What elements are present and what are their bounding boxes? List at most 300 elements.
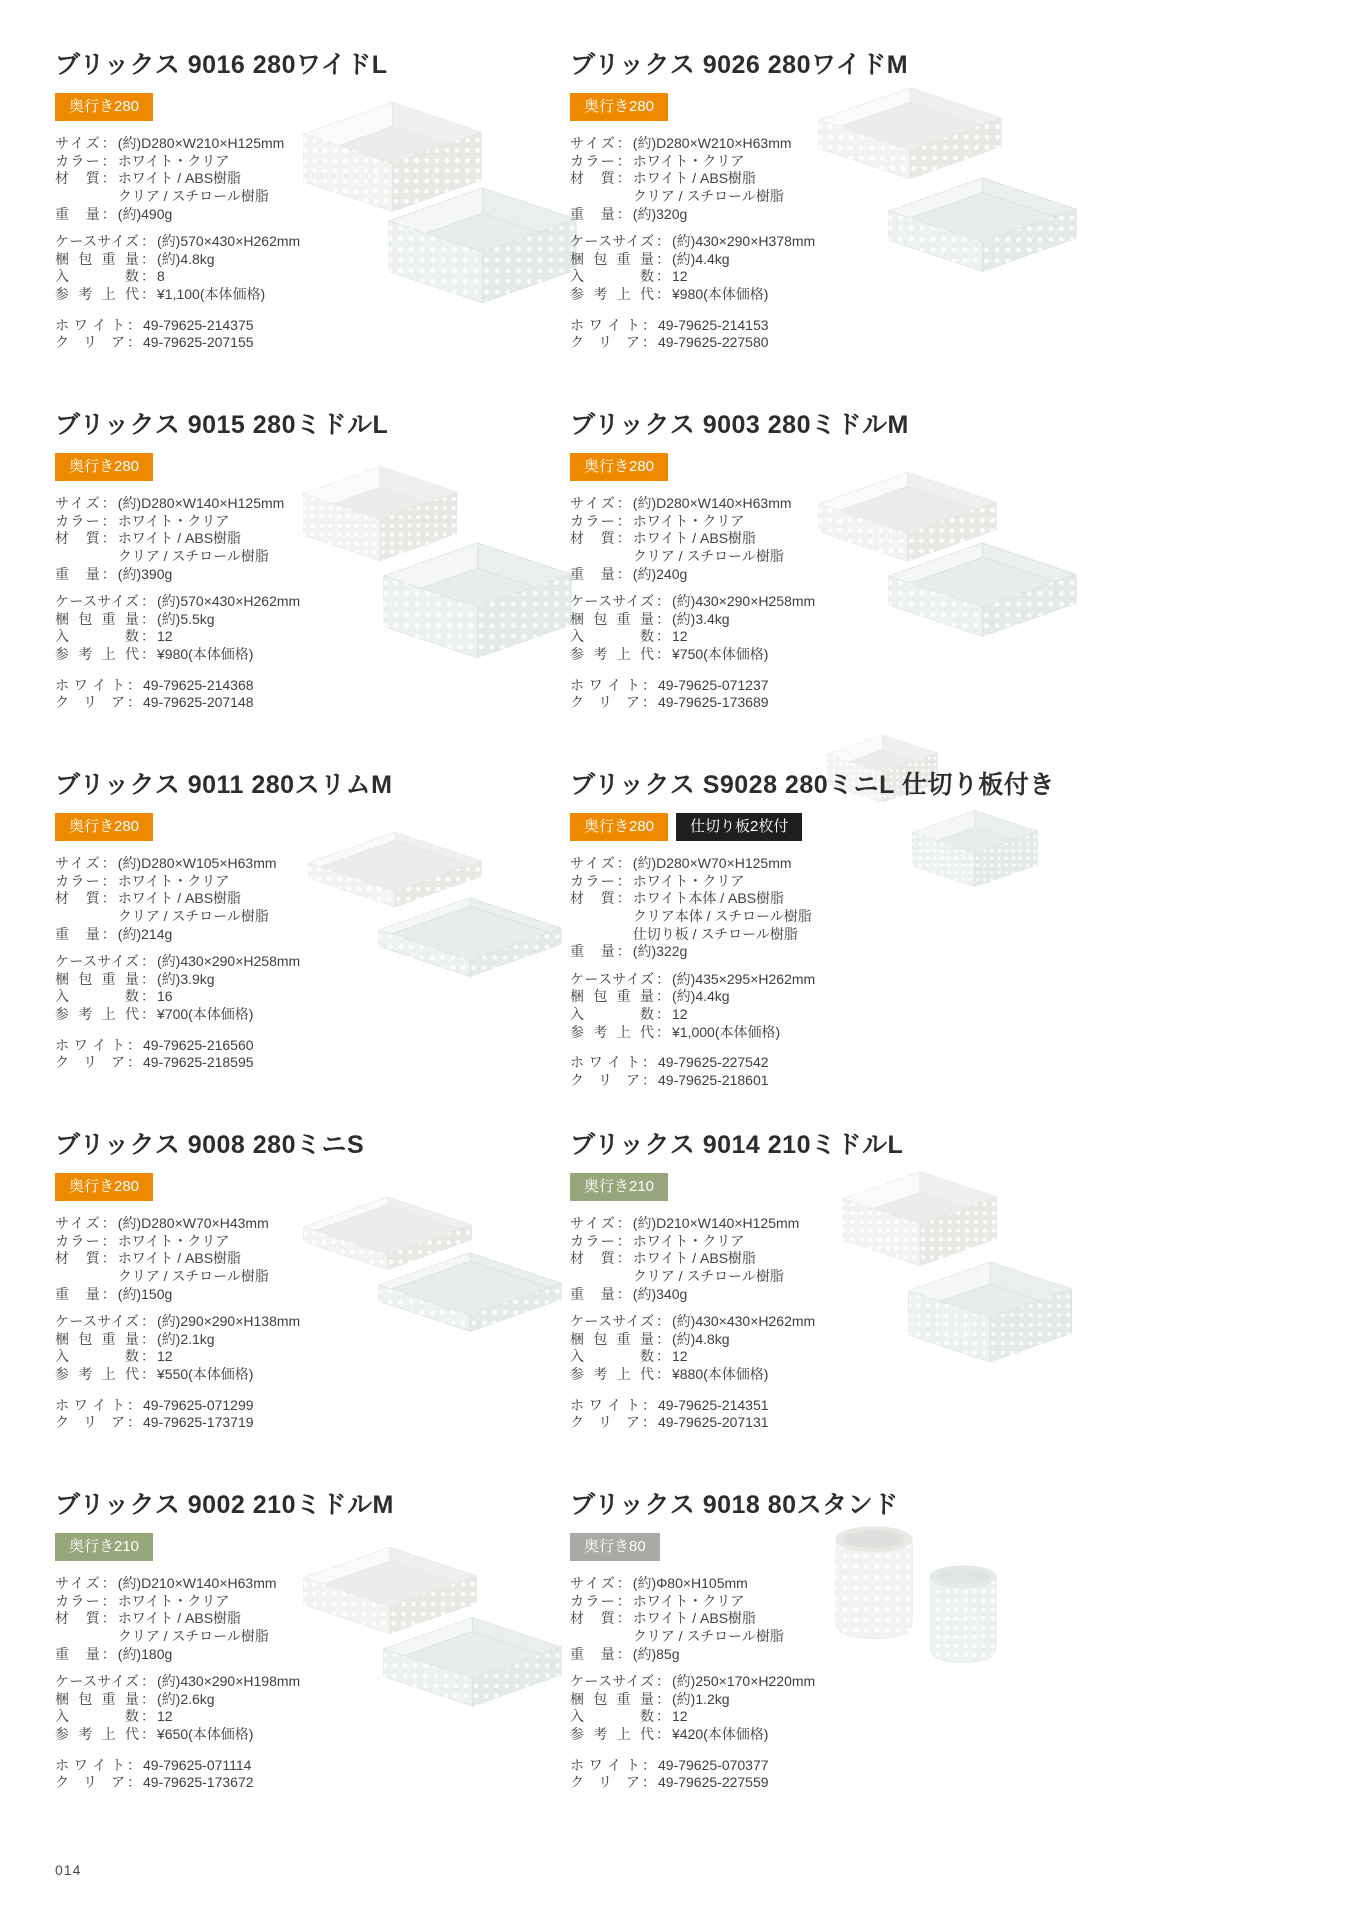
spec-value: (約)5.5kg — [157, 610, 215, 627]
spec-value: (約)3.4kg — [672, 610, 730, 627]
spec-label: クリア — [570, 1774, 640, 1791]
spec-colon: ： — [101, 1610, 116, 1627]
product-title: ブリックス 9018 80スタンド — [570, 1491, 899, 1519]
spec-label: ホワイト — [55, 1036, 125, 1053]
spec-colon: ： — [127, 1774, 141, 1791]
jan-code-list — [570, 1054, 1085, 1089]
spec-row — [570, 908, 1085, 926]
case-spec-row — [55, 286, 570, 304]
spec-label: カラー — [55, 512, 100, 529]
spec-colon: ： — [141, 233, 155, 250]
spec-colon: ： — [141, 970, 155, 987]
spec-label: 梱包重量 — [570, 1690, 654, 1707]
product-card-9008 — [55, 1125, 570, 1485]
spec-value: (約)340g — [632, 1285, 688, 1302]
badge-row — [55, 1533, 570, 1561]
case-spec-row — [55, 593, 570, 611]
spec-row — [55, 548, 570, 566]
spec-row — [55, 530, 570, 548]
spec-colon: ： — [656, 628, 670, 645]
spec-label: 参考上代 — [570, 646, 654, 662]
spec-colon: ： — [656, 1330, 670, 1347]
case-spec-row — [55, 1331, 570, 1349]
spec-value: (約)435×295×H262mm — [672, 970, 816, 987]
case-spec-list — [570, 971, 1085, 1042]
case-spec-row — [55, 611, 570, 629]
spec-label: カラー — [570, 872, 615, 889]
spec-label: 参考上代 — [570, 286, 654, 302]
spec-row — [570, 566, 1085, 584]
spec-row — [570, 530, 1085, 548]
spec-value: ホワイト / ABS樹脂 — [632, 1610, 757, 1627]
spec-value: クリア / スチロール樹脂 — [117, 1267, 269, 1284]
product-card-9003 — [570, 405, 1085, 765]
case-spec-list — [570, 593, 1085, 664]
spec-value: (約)4.8kg — [157, 250, 215, 267]
case-spec-row — [55, 251, 570, 269]
jan-code-row — [55, 1397, 570, 1415]
spec-value: ホワイト / ABS樹脂 — [632, 530, 757, 547]
spec-value: (約)D280×W140×H63mm — [632, 495, 792, 511]
product-card-9011 — [55, 765, 570, 1125]
spec-row — [55, 1593, 570, 1611]
jan-code-list — [55, 1397, 570, 1432]
spec-value: 12 — [672, 1006, 688, 1022]
spec-value: ¥980(本体価格) — [672, 286, 769, 302]
spec-colon: ： — [642, 1054, 656, 1071]
spec-row — [55, 495, 570, 513]
spec-label: 参考上代 — [570, 1023, 654, 1040]
spec-label: ケースサイズ — [55, 593, 139, 610]
spec-colon: ： — [141, 1006, 155, 1022]
jan-code-row — [570, 317, 1085, 335]
spec-value: ホワイト・クリア — [117, 1592, 230, 1609]
spec-row — [570, 170, 1085, 188]
spec-colon: ： — [642, 1756, 656, 1773]
spec-value: ホワイト / ABS樹脂 — [632, 1250, 757, 1267]
spec-value: (約)2.6kg — [157, 1690, 215, 1707]
case-spec-row — [55, 1366, 570, 1384]
spec-colon: ： — [141, 1348, 155, 1365]
spec-label: クリア — [570, 1071, 640, 1088]
spec-colon: ： — [616, 565, 631, 582]
spec-label: サイズ — [570, 135, 615, 151]
spec-value: 49-79625-207155 — [143, 334, 254, 351]
spec-value: 49-79625-207148 — [143, 694, 254, 711]
spec-colon: ： — [101, 1215, 116, 1231]
spec-value: ¥1,100(本体価格) — [157, 286, 266, 302]
spec-colon: ： — [141, 593, 155, 610]
spec-colon: ： — [656, 250, 670, 267]
spec-label: サイズ — [55, 1215, 100, 1231]
spec-value: 49-79625-173672 — [143, 1774, 254, 1791]
case-spec-list — [570, 233, 1085, 304]
spec-value: ¥880(本体価格) — [672, 1366, 769, 1382]
spec-label: 重量 — [55, 925, 100, 942]
spec-colon: ： — [656, 233, 670, 250]
spec-colon: ： — [656, 988, 670, 1005]
spec-value: (約)1.2kg — [672, 1690, 730, 1707]
spec-value: ¥750(本体価格) — [672, 646, 769, 662]
spec-row — [570, 926, 1085, 944]
spec-value: (約)290×290×H138mm — [157, 1313, 301, 1330]
spec-colon: ： — [616, 152, 631, 169]
spec-value: 49-79625-214351 — [658, 1396, 769, 1413]
spec-colon: ： — [656, 1726, 670, 1742]
spec-value: ホワイト・クリア — [632, 1592, 745, 1609]
spec-value: ホワイト・クリア — [632, 152, 745, 169]
spec-row — [55, 170, 570, 188]
spec-label: ケースサイズ — [570, 970, 654, 987]
spec-colon: ： — [616, 1232, 631, 1249]
spec-label: ケースサイズ — [570, 593, 654, 610]
case-spec-row — [55, 1313, 570, 1331]
case-spec-list — [570, 1673, 1085, 1744]
case-spec-row — [570, 971, 1085, 989]
product-title: ブリックス 9008 280ミニS — [55, 1131, 365, 1159]
spec-label: 材質 — [570, 1250, 615, 1267]
product-title: ブリックス 9003 280ミドルM — [570, 411, 909, 439]
spec-value: ¥650(本体価格) — [157, 1726, 254, 1742]
spec-label: 重量 — [570, 205, 615, 222]
product-title: ブリックス 9015 280ミドルL — [55, 411, 389, 439]
spec-label: 材質 — [55, 1610, 100, 1627]
spec-value: 49-79625-071114 — [143, 1756, 252, 1773]
case-spec-list — [55, 1313, 570, 1384]
spec-colon: ： — [656, 1348, 670, 1365]
spec-colon: ： — [642, 694, 656, 711]
spec-label: サイズ — [570, 1215, 615, 1231]
spec-label: 重量 — [570, 1645, 615, 1662]
case-spec-row — [570, 1708, 1085, 1726]
spec-value: ホワイト・クリア — [632, 872, 745, 889]
spec-value: 49-79625-071299 — [143, 1396, 254, 1413]
jan-code-row — [55, 677, 570, 695]
spec-label: 材質 — [570, 170, 615, 187]
jan-code-row — [55, 1774, 570, 1792]
spec-label: 入数 — [570, 268, 654, 285]
spec-value: (約)570×430×H262mm — [157, 593, 301, 610]
spec-label: カラー — [570, 152, 615, 169]
spec-label: サイズ — [55, 855, 100, 871]
spec-colon: ： — [127, 334, 141, 351]
spec-label: カラー — [55, 152, 100, 169]
spec-value: 12 — [157, 1348, 173, 1365]
case-spec-row — [55, 628, 570, 646]
jan-code-row — [55, 1054, 570, 1072]
spec-value: ホワイト / ABS樹脂 — [117, 1250, 242, 1267]
spec-row — [570, 1646, 1085, 1664]
jan-code-row — [570, 694, 1085, 712]
case-spec-row — [55, 1673, 570, 1691]
badge-row — [55, 1173, 570, 1201]
case-spec-row — [570, 988, 1085, 1006]
spec-colon: ： — [101, 512, 116, 529]
spec-row — [55, 1233, 570, 1251]
spec-label: 参考上代 — [55, 286, 139, 302]
spec-value: ホワイト・クリア — [117, 152, 230, 169]
spec-value: (約)4.8kg — [672, 1330, 730, 1347]
spec-colon: ： — [642, 1396, 656, 1413]
depth-badge: 奥行き280 — [570, 813, 668, 841]
spec-colon: ： — [141, 1313, 155, 1330]
spec-row — [55, 890, 570, 908]
spec-label: ケースサイズ — [55, 1673, 139, 1690]
spec-value: (約)D210×W140×H125mm — [632, 1215, 800, 1231]
spec-row — [55, 188, 570, 206]
spec-colon: ： — [141, 250, 155, 267]
spec-list — [55, 1215, 570, 1303]
spec-label: 参考上代 — [570, 1726, 654, 1742]
product-title: ブリックス S9028 280ミニL 仕切り板付き — [570, 771, 1055, 799]
spec-row — [55, 1286, 570, 1304]
spec-label: カラー — [570, 512, 615, 529]
spec-row — [55, 1610, 570, 1628]
spec-label: ケースサイズ — [55, 233, 139, 250]
depth-badge: 奥行き80 — [570, 1533, 660, 1561]
spec-row — [570, 855, 1085, 873]
spec-value: (約)490g — [117, 205, 173, 222]
spec-value: ホワイト・クリア — [117, 1232, 230, 1249]
spec-value: (約)430×430×H262mm — [672, 1313, 816, 1330]
spec-colon: ： — [656, 1673, 670, 1690]
spec-value: 8 — [157, 268, 165, 285]
case-spec-row — [570, 646, 1085, 664]
spec-label: 梱包重量 — [570, 610, 654, 627]
badge-row — [570, 1173, 1085, 1201]
spec-colon: ： — [141, 953, 155, 970]
spec-value: (約)250×170×H220mm — [672, 1673, 816, 1690]
case-spec-row — [570, 251, 1085, 269]
product-card-s9028 — [570, 765, 1085, 1125]
spec-colon: ： — [127, 1414, 141, 1431]
spec-colon: ： — [141, 628, 155, 645]
depth-badge: 奥行き280 — [570, 93, 668, 121]
product-card-9018 — [570, 1485, 1085, 1845]
jan-code-row — [55, 1414, 570, 1432]
spec-colon: ： — [616, 1250, 631, 1267]
spec-colon: ： — [141, 286, 155, 302]
spec-label: ホワイト — [570, 676, 640, 693]
spec-label: 梱包重量 — [55, 250, 139, 267]
spec-colon: ： — [127, 316, 141, 333]
spec-colon: ： — [656, 593, 670, 610]
jan-code-row — [570, 1072, 1085, 1090]
product-card-9016 — [55, 45, 570, 405]
spec-row — [570, 1215, 1085, 1233]
jan-code-row — [570, 1414, 1085, 1432]
case-spec-row — [570, 1726, 1085, 1744]
spec-row — [55, 566, 570, 584]
spec-colon: ： — [141, 1726, 155, 1742]
depth-badge: 奥行き280 — [570, 453, 668, 481]
spec-label: 入数 — [55, 268, 139, 285]
spec-colon: ： — [642, 316, 656, 333]
case-spec-row — [55, 268, 570, 286]
spec-label: クリア — [55, 334, 125, 351]
spec-row — [55, 153, 570, 171]
case-spec-row — [55, 988, 570, 1006]
badge-row — [570, 1533, 1085, 1561]
spec-label: ホワイト — [570, 316, 640, 333]
spec-row — [55, 1646, 570, 1664]
spec-colon: ： — [656, 610, 670, 627]
spec-colon: ： — [141, 1366, 155, 1382]
spec-colon: ： — [101, 152, 116, 169]
case-spec-row — [570, 1313, 1085, 1331]
spec-colon: ： — [642, 1071, 656, 1088]
spec-value: ¥550(本体価格) — [157, 1366, 254, 1382]
spec-value: 49-79625-216560 — [143, 1036, 254, 1053]
spec-colon: ： — [616, 495, 631, 511]
spec-list — [570, 495, 1085, 583]
spec-label: 入数 — [55, 988, 139, 1005]
spec-value: ホワイト・クリア — [632, 512, 745, 529]
jan-code-list — [55, 677, 570, 712]
spec-value: 49-79625-214375 — [143, 316, 254, 333]
spec-value: 49-79625-070377 — [658, 1756, 769, 1773]
spec-colon: ： — [101, 530, 116, 547]
spec-row — [570, 873, 1085, 891]
spec-colon: ： — [101, 205, 116, 222]
spec-label: ホワイト — [570, 1756, 640, 1773]
spec-label: ホワイト — [55, 676, 125, 693]
spec-colon: ： — [101, 495, 116, 511]
case-spec-row — [570, 593, 1085, 611]
spec-colon: ： — [141, 268, 155, 285]
spec-colon: ： — [616, 512, 631, 529]
spec-row — [570, 135, 1085, 153]
spec-value: クリア / スチロール樹脂 — [632, 187, 784, 204]
spec-value: 仕切り板 / スチロール樹脂 — [632, 925, 798, 942]
spec-label: ケースサイズ — [55, 1313, 139, 1330]
spec-label: 材質 — [55, 170, 100, 187]
spec-value: (約)390g — [117, 565, 173, 582]
case-spec-row — [570, 611, 1085, 629]
spec-label: ホワイト — [55, 1396, 125, 1413]
depth-badge: 奥行き280 — [55, 453, 153, 481]
spec-colon: ： — [101, 170, 116, 187]
spec-label: 入数 — [570, 1006, 654, 1022]
case-spec-row — [570, 286, 1085, 304]
spec-colon: ： — [101, 890, 116, 907]
jan-code-row — [570, 1757, 1085, 1775]
spec-value: (約)214g — [117, 925, 173, 942]
spec-value: (約)3.9kg — [157, 970, 215, 987]
spec-value: (約)430×290×H258mm — [672, 593, 816, 610]
badge-row — [55, 93, 570, 121]
spec-value: (約)Φ80×H105mm — [632, 1575, 748, 1591]
spec-colon: ： — [642, 1414, 656, 1431]
product-title: ブリックス 9026 280ワイドM — [570, 51, 909, 79]
spec-list — [55, 855, 570, 943]
spec-label: カラー — [55, 1592, 100, 1609]
page-number: 014 — [55, 1862, 82, 1878]
depth-badge: 奥行き280 — [55, 93, 153, 121]
product-title: ブリックス 9011 280スリムM — [55, 771, 393, 799]
spec-label: 材質 — [570, 530, 615, 547]
spec-label: ケースサイズ — [55, 953, 139, 970]
badge-row — [55, 813, 570, 841]
spec-row — [570, 1628, 1085, 1646]
spec-value: 12 — [157, 628, 173, 645]
spec-value: (約)430×290×H258mm — [157, 953, 301, 970]
spec-value: ホワイト・クリア — [632, 1232, 745, 1249]
spec-row — [570, 513, 1085, 531]
spec-value: クリア / スチロール樹脂 — [117, 187, 269, 204]
spec-row — [55, 1575, 570, 1593]
badge-row — [55, 453, 570, 481]
case-spec-row — [570, 628, 1085, 646]
spec-colon: ： — [616, 1645, 631, 1662]
spec-value: 49-79625-227580 — [658, 334, 769, 351]
case-spec-list — [55, 1673, 570, 1744]
spec-label: 材質 — [570, 1610, 615, 1627]
product-card-9015 — [55, 405, 570, 765]
depth-badge: 奥行き210 — [570, 1173, 668, 1201]
spec-value: クリア / スチロール樹脂 — [117, 547, 269, 564]
case-spec-row — [55, 1006, 570, 1024]
spec-colon: ： — [127, 1054, 141, 1071]
spec-row — [55, 908, 570, 926]
spec-value: ホワイト本体 / ABS樹脂 — [632, 890, 785, 907]
case-spec-list — [570, 1313, 1085, 1384]
spec-colon: ： — [656, 268, 670, 285]
spec-row — [570, 188, 1085, 206]
spec-label: ホワイト — [55, 316, 125, 333]
spec-label: サイズ — [570, 495, 615, 511]
spec-label: 梱包重量 — [570, 250, 654, 267]
spec-label: 梱包重量 — [55, 1690, 139, 1707]
spec-row — [570, 890, 1085, 908]
case-spec-row — [570, 1673, 1085, 1691]
spec-value: (約)85g — [632, 1645, 680, 1662]
spec-label: カラー — [570, 1232, 615, 1249]
spec-label: サイズ — [570, 1575, 615, 1591]
spec-colon: ： — [656, 1313, 670, 1330]
spec-colon: ： — [127, 1756, 141, 1773]
spec-colon: ： — [616, 943, 631, 960]
jan-code-row — [55, 694, 570, 712]
spec-value: クリア本体 / スチロール樹脂 — [632, 907, 812, 924]
jan-code-row — [570, 1774, 1085, 1792]
spec-label: クリア — [55, 1054, 125, 1071]
spec-label: 重量 — [55, 1285, 100, 1302]
spec-label: 重量 — [55, 565, 100, 582]
spec-label: ホワイト — [570, 1396, 640, 1413]
spec-value: (約)430×290×H198mm — [157, 1673, 301, 1690]
depth-badge: 奥行き280 — [55, 1173, 153, 1201]
spec-label: サイズ — [55, 495, 100, 511]
spec-row — [570, 1250, 1085, 1268]
spec-colon: ： — [101, 1645, 116, 1662]
catalog-grid — [55, 45, 1085, 1845]
spec-label: 梱包重量 — [55, 1330, 139, 1347]
spec-colon: ： — [141, 1690, 155, 1707]
spec-list — [570, 855, 1085, 961]
spec-label: 参考上代 — [55, 646, 139, 662]
spec-colon: ： — [616, 530, 631, 547]
case-spec-row — [55, 1691, 570, 1709]
spec-colon: ： — [616, 890, 631, 907]
spec-label: クリア — [55, 1774, 125, 1791]
depth-badge: 奥行き280 — [55, 813, 153, 841]
spec-row — [570, 1610, 1085, 1628]
spec-colon: ： — [656, 1006, 670, 1022]
case-spec-row — [55, 646, 570, 664]
spec-value: 49-79625-218601 — [658, 1071, 769, 1088]
spec-row — [570, 495, 1085, 513]
